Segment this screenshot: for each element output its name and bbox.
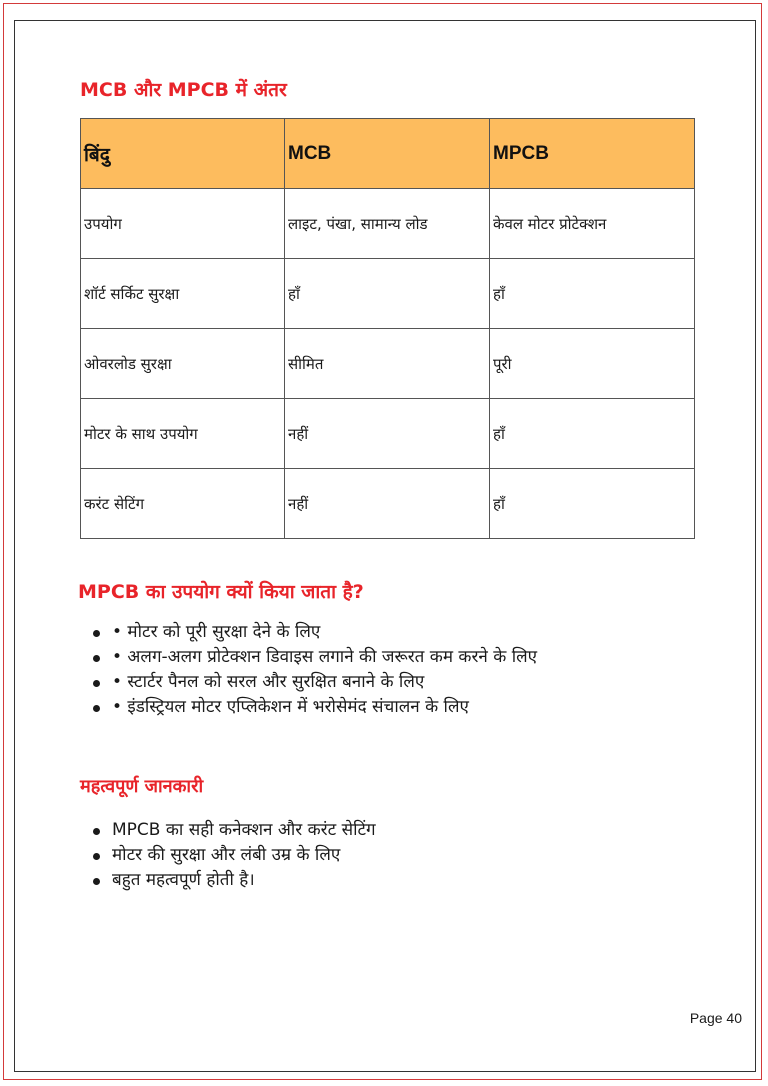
- table-cell: केवल मोटर प्रोटेक्शन: [490, 189, 695, 259]
- table-cell: हाँ: [490, 259, 695, 329]
- list-item: • स्टार्टर पैनल को सरल और सुरक्षित बनाने के लिए: [90, 670, 537, 695]
- table-header-row: [81, 119, 695, 189]
- table-cell: शॉर्ट सर्किट सुरक्षा: [81, 259, 285, 329]
- table-cell: करंट सेटिंग: [81, 469, 285, 539]
- list-item: • मोटर को पूरी सुरक्षा देने के लिए: [90, 620, 537, 645]
- table-cell: नहीं: [285, 469, 490, 539]
- important-info-list: [90, 818, 376, 893]
- page-number: Page 40: [689, 1010, 742, 1026]
- header-mcb: MCB: [285, 119, 490, 189]
- header-mpcb: MPCB: [490, 119, 695, 189]
- table-row: [81, 469, 695, 539]
- table-cell: मोटर के साथ उपयोग: [81, 399, 285, 469]
- comparison-heading: MCB और MPCB में अंतर: [80, 79, 287, 101]
- table-cell: लाइट, पंखा, सामान्य लोड: [285, 189, 490, 259]
- table-cell: हाँ: [490, 469, 695, 539]
- header-point: बिंदु: [81, 119, 285, 189]
- important-info-heading: महत्वपूर्ण जानकारी: [80, 776, 204, 797]
- table-cell: उपयोग: [81, 189, 285, 259]
- uses-heading: MPCB का उपयोग क्यों किया जाता है?: [78, 581, 364, 603]
- table-row: [81, 189, 695, 259]
- table-row: [81, 329, 695, 399]
- comparison-table: [80, 118, 695, 539]
- list-item: बहुत महत्वपूर्ण होती है।: [90, 868, 376, 893]
- list-item: • अलग-अलग प्रोटेक्शन डिवाइस लगाने की जरूरत कम करने के लिए: [90, 645, 537, 670]
- table-row: [81, 259, 695, 329]
- table-cell: सीमित: [285, 329, 490, 399]
- table-cell: पूरी: [490, 329, 695, 399]
- list-item: • इंडस्ट्रियल मोटर एप्लिकेशन में भरोसेमंद संचालन के लिए: [90, 695, 537, 720]
- table-cell: हाँ: [285, 259, 490, 329]
- list-item: MPCB का सही कनेक्शन और करंट सेटिंग: [90, 818, 376, 843]
- table-row: [81, 399, 695, 469]
- table-cell: नहीं: [285, 399, 490, 469]
- table-cell: हाँ: [490, 399, 695, 469]
- uses-list: [90, 620, 537, 720]
- table-cell: ओवरलोड सुरक्षा: [81, 329, 285, 399]
- list-item: मोटर की सुरक्षा और लंबी उम्र के लिए: [90, 843, 376, 868]
